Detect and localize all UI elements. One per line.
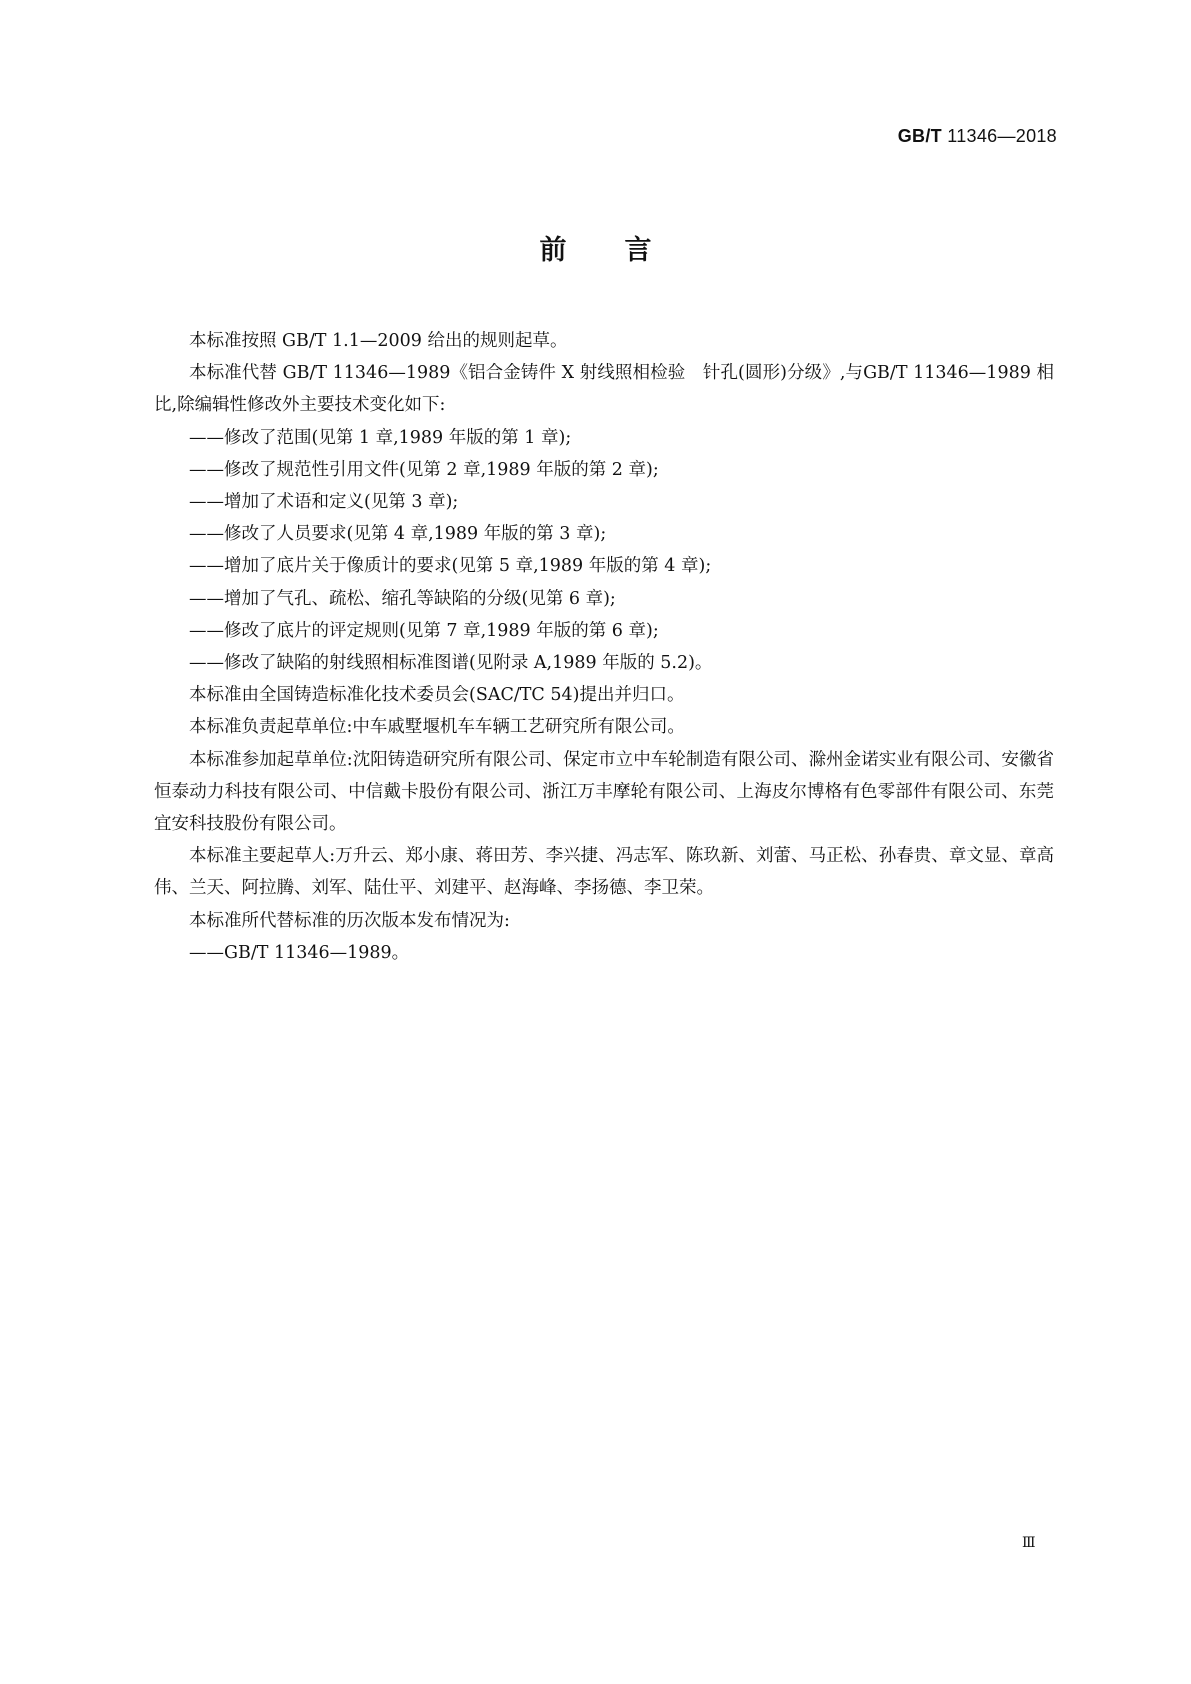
paragraph-main-drafters: 本标准主要起草人:万升云、郑小康、蒋田芳、李兴捷、冯志军、陈玖新、刘蕾、马正松、孙春贵、章文显、章高伟、兰天、阿拉腾、刘军、陆仕平、刘建平、赵海峰、李扬德、李卫荣。 bbox=[154, 846, 1054, 899]
previous-edition-item: ——GB/T 11346—1989。 bbox=[189, 942, 410, 963]
standard-number: 11346—2018 bbox=[947, 126, 1057, 146]
paragraph-participating-drafters: 本标准参加起草单位:沈阳铸造研究所有限公司、保定市立中车轮制造有限公司、滁州金诺实业有限公司、安徽省恒泰动力科技有限公司、中信戴卡股份有限公司、浙江万丰摩轮有限公司、上海皮尔博格有色零部件有限公司、东莞宜安科技股份有限公司。 bbox=[154, 749, 1054, 835]
change-item-evaluation-rules: ——修改了底片的评定规则(见第 7 章,1989 年版的第 6 章); bbox=[189, 620, 659, 641]
standard-prefix: GB/T bbox=[897, 126, 942, 146]
change-item-iqi: ——增加了底片关于像质计的要求(见第 5 章,1989 年版的第 4 章); bbox=[189, 556, 712, 577]
paragraph-replacement: 本标准代替 GB/T 11346—1989《铝合金铸件 X 射线照相检验 针孔(圆形)分级》,与GB/T 11346—1989 相比,除编辑性修改外主要技术变化如下: bbox=[154, 363, 1054, 416]
change-item-scope: ——修改了范围(见第 1 章,1989 年版的第 1 章); bbox=[189, 427, 572, 448]
standard-number-header bbox=[898, 126, 1057, 147]
change-item-normative-references: ——修改了规范性引用文件(见第 2 章,1989 年版的第 2 章); bbox=[189, 459, 659, 480]
change-item-defect-grading: ——增加了气孔、疏松、缩孔等缺陷的分级(见第 6 章); bbox=[189, 588, 616, 609]
paragraph-proposed-by: 本标准由全国铸造标准化技术委员会(SAC/TC 54)提出并归口。 bbox=[189, 685, 685, 706]
paragraph-previous-editions: 本标准所代替标准的历次版本发布情况为: bbox=[189, 910, 510, 931]
change-item-reference-radiographs: ——修改了缺陷的射线照相标准图谱(见附录 A,1989 年版的 5.2)。 bbox=[189, 653, 713, 674]
paragraph-drafting-rules: 本标准按照 GB/T 1.1—2009 给出的规则起草。 bbox=[189, 331, 568, 351]
change-item-terms-definitions: ——增加了术语和定义(见第 3 章); bbox=[189, 492, 459, 513]
page-number: Ⅲ bbox=[1022, 1535, 1035, 1551]
page-title: 前言 bbox=[539, 235, 710, 266]
foreword-body bbox=[154, 325, 1054, 969]
change-item-personnel: ——修改了人员要求(见第 4 章,1989 年版的第 3 章); bbox=[189, 524, 607, 545]
paragraph-responsible-drafter: 本标准负责起草单位:中车戚墅堰机车车辆工艺研究所有限公司。 bbox=[189, 717, 685, 738]
